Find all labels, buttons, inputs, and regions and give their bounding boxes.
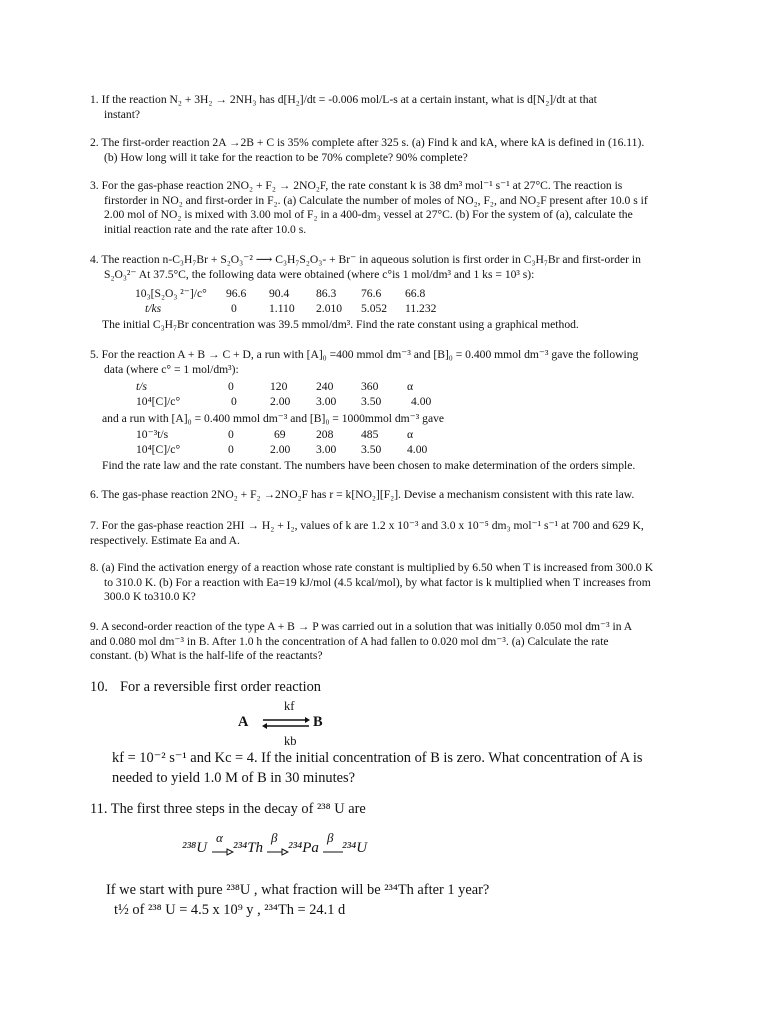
question-11-line-3: t½ of ²³⁸ U = 4.5 x 10⁹ y , ²³⁴Th = 24.1 d <box>114 902 346 918</box>
table-cell: 1.110 <box>269 302 295 315</box>
table-cell: 0 <box>231 302 237 315</box>
species-a: A <box>238 714 249 730</box>
alpha-symbol: α <box>216 830 223 845</box>
question-5-table-2 <box>0 428 768 458</box>
question-7 <box>90 519 644 548</box>
table-cell: 485 <box>361 428 379 441</box>
table-cell: t/s <box>136 380 147 393</box>
question-4-table <box>0 287 768 317</box>
table-cell: 5.052 <box>361 302 388 315</box>
table-cell: 3.00 <box>316 395 337 408</box>
table-cell: 96.6 <box>226 287 247 300</box>
table-cell: 360 <box>361 380 379 393</box>
question-5-line-2: data (where c° = 1 mol/dm³): <box>104 362 239 376</box>
question-6 <box>90 488 634 503</box>
question-1 <box>90 93 597 122</box>
question-4 <box>90 253 641 282</box>
question-4-line-2: S₂O₃²⁻ At 37.5°C, the following data were obtained (where c°is 1 mol/dm³ and 1 ks = 10³ s): <box>104 267 535 281</box>
decay-arrow-icon <box>267 848 289 856</box>
question-9-line-2: and 0.080 mol dm⁻³ in B. After 1.0 h the concentration of A had fallen to 0.020 mol dm⁻³. (a) Calculate the rate <box>90 634 609 648</box>
question-8-line-1: 8. (a) Find the activation energy of a reaction whose rate constant is multiplied by 6.50 when T is increased from 300.0 K <box>90 561 654 574</box>
question-9-line-1: 9. A second-order reaction of the type A + B → P was carried out in a solution that was initially 0.050 mol dm⁻³ in A <box>90 620 633 633</box>
table-cell: 11.232 <box>405 302 437 315</box>
species-b: B <box>313 714 323 730</box>
uranium-238: ²³⁸U <box>182 840 208 856</box>
question-7-line-2: respectively. Estimate Ea and A. <box>90 533 240 547</box>
table-cell: 208 <box>316 428 334 441</box>
question-9-line-3: constant. (b) What is the half-life of the reactants? <box>90 649 323 663</box>
question-2-line-2: (b) How long will it take for the reaction to be 70% complete? 90% complete? <box>104 150 468 164</box>
question-3-line-3: 2.00 mol of NO₂ is mixed with 3.00 mol of F₂ in a 400-dm₃ vessel at 27°C. (b) For the system of (a), calculate the <box>104 208 633 222</box>
question-10-title: For a reversible first order reaction <box>120 679 321 695</box>
question-2-line-1: 2. The first-order reaction 2A →2B + C is 35% complete after 325 s. (a) Find k and kA, where kA is defined in (16.11). <box>90 136 645 149</box>
table-cell: 86.3 <box>316 287 337 300</box>
question-4-line-1: 4. The reaction n-C₃H₇Br + S₂O₃⁻² ⟶ C₃H₇S₂O₃- + Br⁻ in aqueous solution is first order in C₃H₇Br and first-order in <box>90 253 641 266</box>
table-cell: 4.00 <box>411 395 432 408</box>
question-5-line-4: Find the rate law and the rate constant. The numbers have been chosen to make determination of the orders simple. <box>102 459 636 472</box>
equilibrium-arrows-icon <box>261 715 311 731</box>
table-cell: 240 <box>316 380 334 393</box>
rate-constant-forward: kf <box>284 699 295 713</box>
table-cell: 10⁴[C]/c° <box>136 395 181 408</box>
question-8-line-3: 300.0 K to310.0 K? <box>104 590 196 604</box>
table-cell: 3.50 <box>361 395 382 408</box>
table-cell: 3.00 <box>316 443 337 456</box>
table-cell: 10⁴[C]/c° <box>136 443 181 456</box>
table-cell: α <box>407 428 414 441</box>
table-cell: 2.00 <box>270 443 291 456</box>
question-11-line-1: 11. The first three steps in the decay of ²³⁸ U are <box>90 801 366 817</box>
question-2 <box>90 136 644 165</box>
question-5-line-3: and a run with [A]₀ = 0.400 mmol dm⁻³ and [B]₀ = 1000mmol dm⁻³ gave <box>102 412 445 425</box>
question-4-line-3: The initial C₃H₇Br concentration was 39.5 mmol/dm³. Find the rate constant using a graphical method. <box>102 318 579 331</box>
table-cell: 4.00 <box>407 443 428 456</box>
table-cell: 69 <box>274 428 286 441</box>
table-cell: 66.8 <box>405 287 426 300</box>
question-5-mid <box>102 412 444 427</box>
table-cell: 10⁻³t/s <box>136 428 169 441</box>
question-8 <box>90 561 653 605</box>
rate-constant-backward: kb <box>284 734 297 748</box>
table-cell: 0 <box>228 380 234 393</box>
table-cell: t/ks <box>145 302 162 315</box>
question-10-line-1: kf = 10⁻² s⁻¹ and Kc = 4. If the initial concentration of B is zero. What concentration of A is <box>112 750 643 766</box>
question-3-line-2: firstorder in NO₂ and first-order in F₂. (a) Calculate the number of moles of NO₂, F₂, and NO₂F present after 10.0 s if <box>104 193 648 207</box>
question-1-line-1: 1. If the reaction N₂ + 3H₂ → 2NH₃ has d[H₂]/dt = -0.006 mol/L-s at a certain instant, what is d[N₂]/dt at that <box>90 93 597 106</box>
question-10-line-2: needed to yield 1.0 M of B in 30 minutes? <box>112 770 356 786</box>
table-cell: 0 <box>231 395 237 408</box>
question-9 <box>90 620 632 664</box>
table-cell: 2.010 <box>316 302 343 315</box>
table-cell: 0 <box>228 428 234 441</box>
question-5-footer <box>102 459 635 474</box>
beta-symbol: β <box>271 830 278 845</box>
question-4-footer <box>102 318 579 333</box>
thorium-234: ²³⁴Th <box>233 840 264 856</box>
question-5 <box>90 348 638 377</box>
question-3 <box>90 179 648 237</box>
table-cell: 3.50 <box>361 443 382 456</box>
question-6-line-1: 6. The gas-phase reaction 2NO₂ + F₂ →2NO₂F has r = k[NO₂][F₂]. Devise a mechanism consistent with this rate law. <box>90 488 635 501</box>
table-cell: α <box>407 380 414 393</box>
uranium-234: ²³⁴U <box>342 840 368 856</box>
question-10-number: 10. <box>90 679 108 695</box>
protactinium-234: ²³⁴Pa <box>288 840 319 856</box>
table-cell: 120 <box>270 380 288 393</box>
question-7-line-1: 7. For the gas-phase reaction 2HI → H₂ + I₂, values of k are 1.2 x 10⁻³ and 3.0 x 10⁻⁵ dm₃ mol⁻¹ s⁻¹ at 700 and 629 K, <box>90 519 644 532</box>
table-cell: 10₃[S₂O₃ ²⁻]/c° <box>135 287 207 300</box>
question-3-line-4: initial reaction rate and the rate after 10.0 s. <box>104 222 307 236</box>
beta-symbol: β <box>327 830 334 845</box>
table-cell: 0 <box>228 443 234 456</box>
question-1-line-2: instant? <box>104 107 141 121</box>
decay-line-icon <box>323 848 343 856</box>
table-cell: 76.6 <box>361 287 382 300</box>
table-cell: 90.4 <box>269 287 290 300</box>
decay-chain <box>182 832 382 862</box>
table-cell: 2.00 <box>270 395 291 408</box>
question-8-line-2: to 310.0 K. (b) For a reaction with Ea=19 kJ/mol (4.5 kcal/mol), by what factor is k multiplied when T increases from <box>104 575 651 589</box>
question-5-line-1: 5. For the reaction A + B → C + D, a run with [A]₀ =400 mmol dm⁻³ and [B]₀ = 0.400 mmol dm⁻³ gave the following <box>90 348 639 361</box>
question-5-table-1 <box>0 380 768 410</box>
question-11-line-2: If we start with pure ²³⁸U , what fraction will be ²³⁴Th after 1 year? <box>106 882 490 898</box>
decay-arrow-icon <box>212 848 234 856</box>
question-3-line-1: 3. For the gas-phase reaction 2NO₂ + F₂ → 2NO₂F, the rate constant k is 38 dm³ mol⁻¹ s⁻¹ at 27°C. The reaction is <box>90 179 623 192</box>
